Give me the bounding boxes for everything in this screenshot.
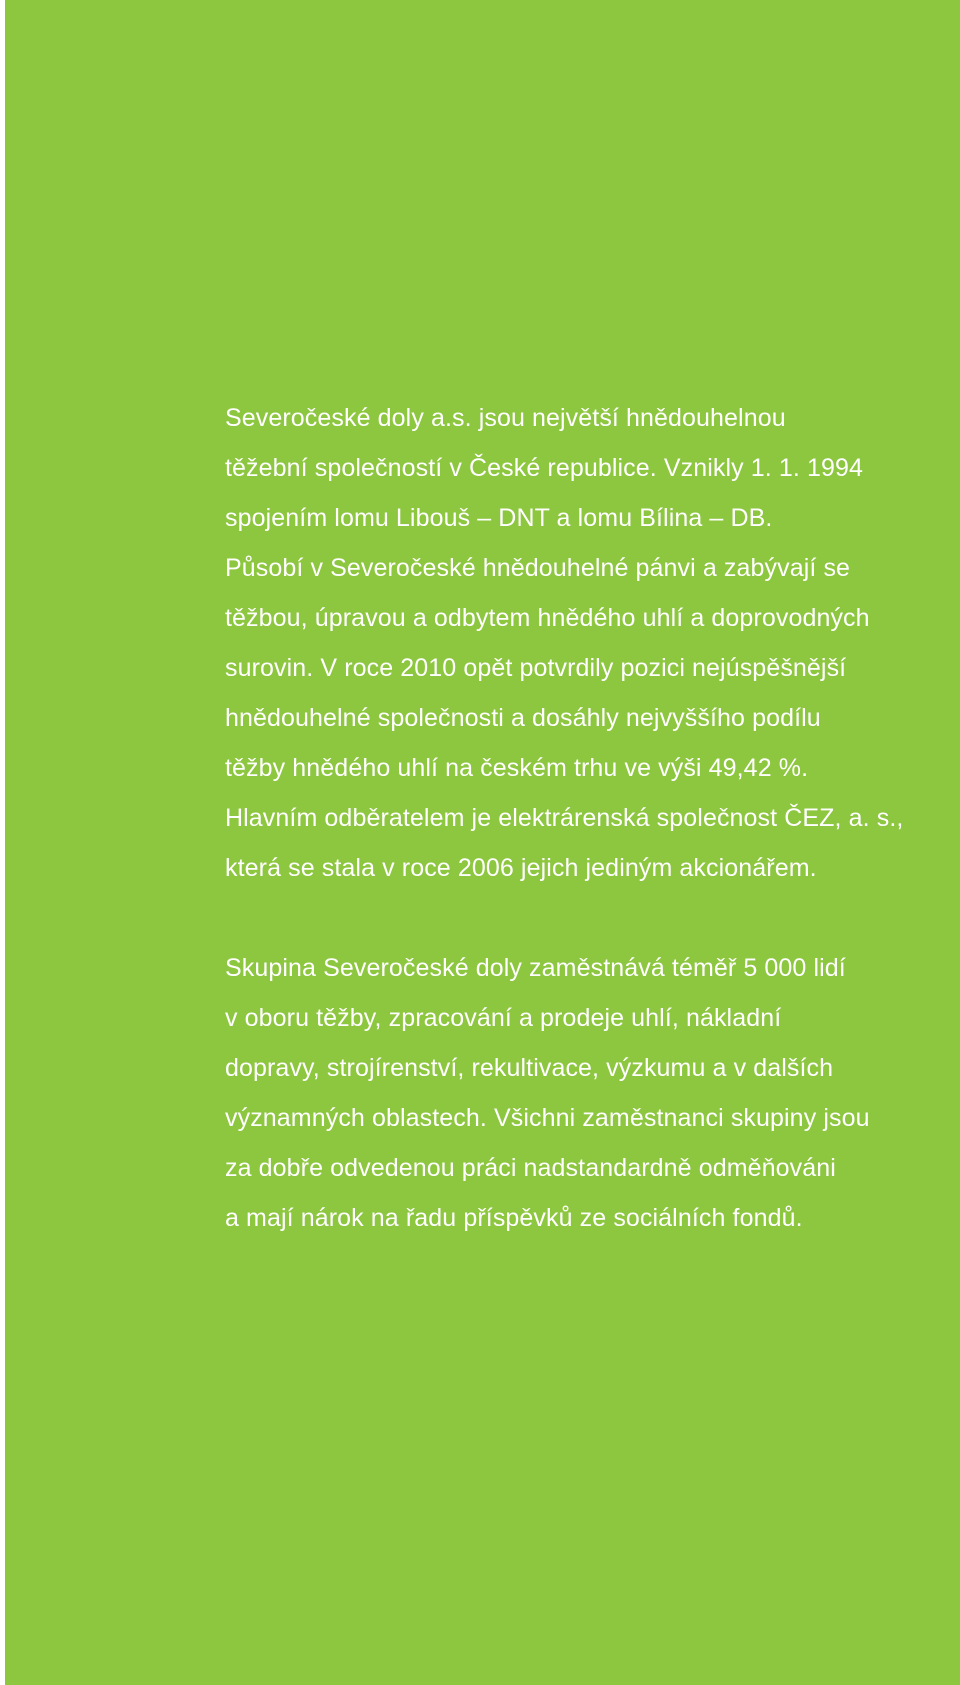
text-line: významných oblastech. Všichni zaměstnanci skupiny jsou [225, 1104, 870, 1132]
text-line: Působí v Severočeské hnědouhelné pánvi a zabývají se [225, 554, 851, 582]
employees-paragraph [225, 943, 960, 1243]
text-line: která se stala v roce 2006 jejich jediným akcionářem. [225, 854, 817, 882]
text-line: surovin. V roce 2010 opět potvrdily pozici nejúspěšnější [225, 654, 847, 682]
text-line: Hlavním odběratelem je elektrárenská společnost ČEZ, a. s., [225, 804, 904, 832]
text-line: hnědouhelné společnosti a dosáhly nejvyššího podílu [225, 704, 821, 732]
text-line: spojením lomu Libouš – DNT a lomu Bílina – DB. [225, 504, 773, 532]
text-line: za dobře odvedenou práci nadstandardně odměňováni [225, 1154, 836, 1182]
green-page [5, 0, 960, 1685]
company-intro-paragraph [225, 393, 960, 893]
text-line: a mají nárok na řadu příspěvků ze sociálních fondů. [225, 1204, 803, 1232]
text-line: těžbou, úpravou a odbytem hnědého uhlí a doprovodných [225, 604, 870, 632]
text-line: těžby hnědého uhlí na českém trhu ve výši 49,42 %. [225, 754, 809, 782]
text-line: v oboru těžby, zpracování a prodeje uhlí, nákladní [225, 1004, 782, 1032]
text-line: dopravy, strojírenství, rekultivace, výzkumu a v dalších [225, 1054, 834, 1082]
text-line: Severočeské doly a.s. jsou největší hnědouhelnou [225, 404, 786, 432]
text-line: Skupina Severočeské doly zaměstnává téměř 5 000 lidí [225, 954, 846, 982]
text-line: těžební společností v České republice. Vznikly 1. 1. 1994 [225, 454, 863, 482]
